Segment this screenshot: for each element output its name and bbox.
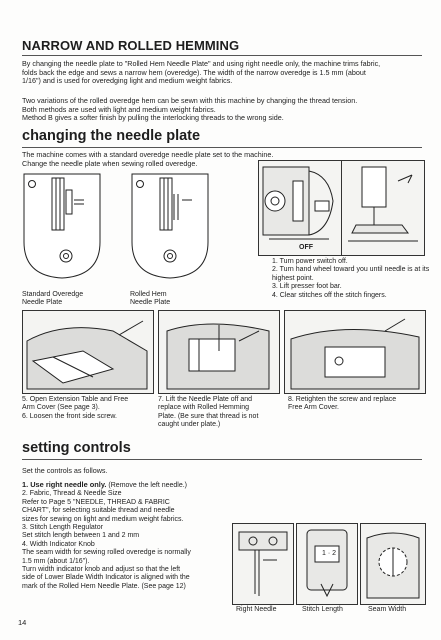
- step-8-line: Free Arm Cover.: [288, 404, 339, 412]
- machine-power-switch-illustration: [258, 160, 342, 256]
- steps-1-4: [272, 258, 432, 300]
- caption-stitch-length: Stitch Length: [302, 606, 343, 613]
- control-item: side of Lower Blade Width Indicator is aligned with the: [22, 574, 190, 582]
- title-rule: [22, 55, 422, 56]
- step-5-cont: Arm Cover (See page 3).: [22, 404, 100, 412]
- intro-paragraph: [22, 60, 427, 86]
- control-item: [22, 481, 232, 490]
- step-7-line: 7. Lift the Needle Plate off and: [158, 396, 253, 403]
- text-line: Two variations of the rolled overedge hem can be sewn with this machine by changing the thread tension.: [22, 96, 358, 105]
- caption-right-needle: Right Needle: [236, 606, 277, 613]
- control-item: CHART", for selecting suitable thread and needle: [22, 507, 175, 515]
- rolled-hem-needle-plate-drawing: [132, 174, 208, 278]
- needle-plate-removal-illustration: [158, 310, 280, 394]
- control-item-bold: 1. Use right needle only.: [22, 480, 107, 489]
- stitch-length-dial-value: 1 · 2: [321, 550, 336, 557]
- section-title-narrow-rolled-hemming: NARROW AND ROLLED HEMMING: [22, 38, 240, 53]
- text-line: Change the needle plate when sewing rolled overedge.: [22, 158, 198, 168]
- control-item: 4. Width Indicator Knob: [22, 540, 95, 548]
- caption-line: Rolled Hem: [130, 291, 167, 298]
- right-needle-illustration: [232, 523, 294, 605]
- text-line: Method B gives a softer finish by pulling the interlocking threads to the wrong side.: [22, 113, 284, 123]
- control-item: 2. Fabric, Thread & Needle Size: [22, 490, 122, 498]
- control-item: Set stitch length between 1 and 2 mm: [22, 532, 140, 540]
- steps-5-6: [22, 396, 157, 421]
- title-rule: [22, 147, 422, 148]
- stitch-length-illustration: [296, 523, 358, 605]
- step-8-line: 8. Retighten the screw and replace: [288, 396, 397, 403]
- caption-line: Standard Overedge: [22, 291, 84, 298]
- step-1: 1. Turn power switch off.: [272, 258, 348, 265]
- step-7-line: replace with Rolled Hemming: [158, 404, 250, 412]
- section-title-changing-needle-plate: changing the needle plate: [22, 128, 201, 144]
- standard-needle-plate-drawing: [24, 174, 100, 278]
- step-3: 3. Lift presser foot bar.: [272, 283, 342, 291]
- text-line: folds back the edge and sews a narrow hem (overedge). The width of the narrow overedge is 1.5 mm (about: [22, 67, 366, 77]
- step-2: 2. Turn hand wheel toward you until needle is at its: [272, 266, 430, 274]
- caption-line: Needle Plate: [22, 299, 63, 307]
- control-item: sizes for sewing on light and medium weight fabrics.: [22, 515, 184, 523]
- needle-plates-illustration: [22, 170, 222, 290]
- text-line: The machine comes with a standard overedge needle plate set to the machine.: [22, 150, 274, 159]
- control-item: Turn width indicator knob and adjust so that the left: [22, 566, 181, 574]
- needle-plate-intro: [22, 151, 282, 168]
- title-rule: [22, 459, 422, 460]
- text-line: Both methods are used with light and medium weight fabrics.: [22, 104, 216, 114]
- step-7-line: Plate. (Be sure that thread is not: [158, 412, 259, 420]
- section-title-setting-controls: setting controls: [22, 440, 131, 456]
- step-5: 5. Open Extension Table and Free: [22, 396, 129, 403]
- caption-seam-width: Seam Width: [368, 606, 407, 613]
- rolled-plate-caption: [130, 291, 170, 308]
- control-item: The seam width for sewing rolled overedge is normally: [22, 549, 191, 557]
- page-number: 14: [18, 618, 27, 627]
- seam-width-illustration: [360, 523, 426, 605]
- step-2-cont: highest point.: [272, 274, 314, 282]
- variations-paragraph: [22, 97, 427, 123]
- text-line: By changing the needle plate to "Rolled Hem Needle Plate" and using right needle only, the machine trims fabric,: [22, 59, 381, 68]
- controls-list: [22, 481, 232, 591]
- text-line: 1/16") and is used for overedging light and medium weight fabrics.: [22, 76, 233, 86]
- controls-intro: Set the controls as follows.: [22, 466, 108, 475]
- step-7-line: caught under plate.): [158, 421, 221, 429]
- control-item: Refer to Page 5 "NEEDLE, THREAD & FABRIC: [22, 498, 170, 506]
- control-item: 3. Stitch Length Regulator: [22, 524, 103, 532]
- step-4: 4. Clear stitches off the stitch fingers.: [272, 291, 387, 299]
- control-item-text: (Remove the left needle.): [106, 482, 188, 489]
- extension-table-illustration: [22, 310, 154, 394]
- control-item: mark of the Rolled Hem Needle Plate. (See page 12): [22, 582, 186, 590]
- presser-foot-illustration: [341, 160, 425, 256]
- standard-plate-caption: [22, 291, 83, 308]
- step-7: [158, 396, 283, 430]
- step-6: 6. Loosen the front side screw.: [22, 412, 117, 420]
- control-item: 1.5 mm (about 1/16").: [22, 557, 90, 565]
- step-8: [288, 396, 428, 413]
- off-label: OFF: [299, 244, 313, 251]
- screw-tightening-illustration: [284, 310, 426, 394]
- caption-line: Needle Plate: [130, 299, 171, 307]
